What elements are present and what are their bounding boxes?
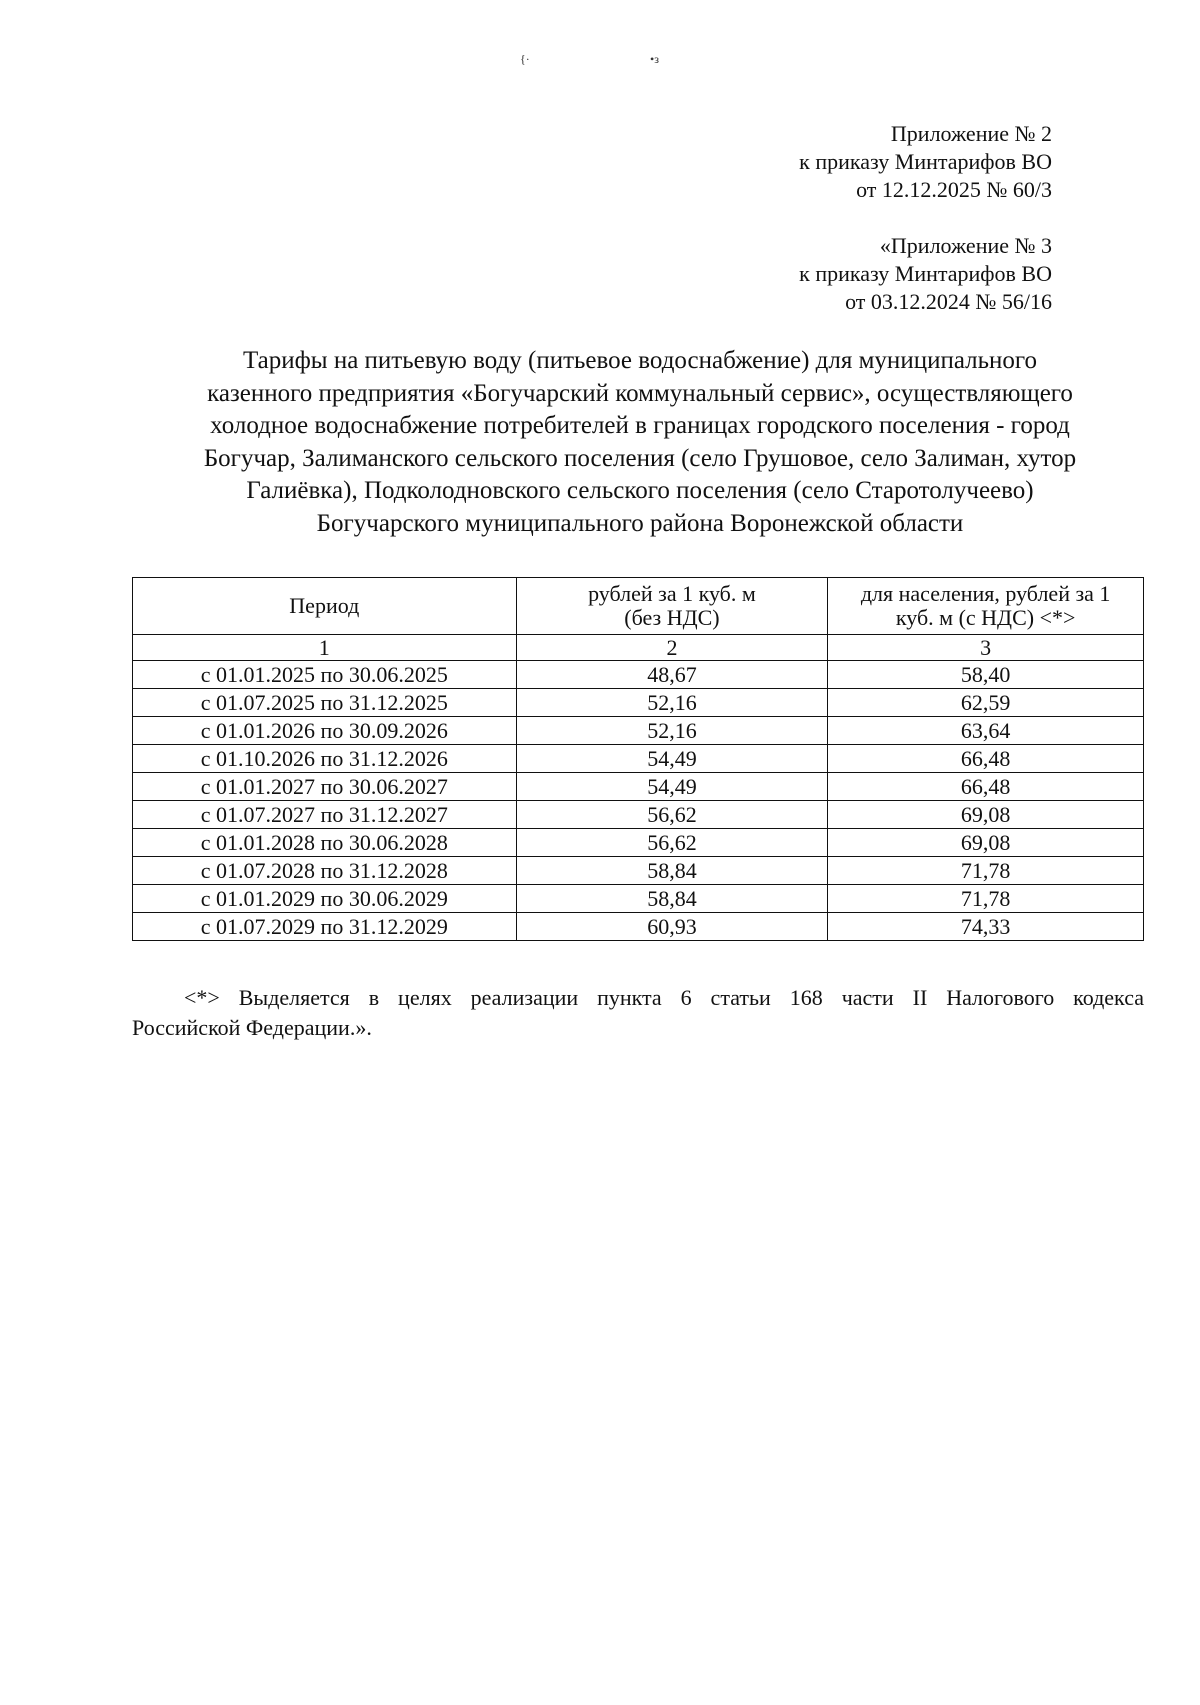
price-with-vat-cell: 69,08 bbox=[828, 829, 1144, 857]
period-cell: с 01.07.2028 по 31.12.2028 bbox=[133, 857, 517, 885]
table-row bbox=[133, 829, 1144, 857]
header-line: рублей за 1 куб. м bbox=[588, 581, 756, 606]
scan-mark: •з bbox=[650, 52, 659, 66]
title-line: казенного предприятия «Богучарский коммунальный сервис», осуществляющего bbox=[207, 379, 1073, 407]
price-no-vat-cell: 52,16 bbox=[516, 689, 828, 717]
period-cell: с 01.01.2027 по 30.06.2027 bbox=[133, 773, 517, 801]
title-line: холодное водоснабжение потребителей в границах городского поселения - город bbox=[210, 412, 1070, 439]
price-with-vat-cell: 62,59 bbox=[828, 689, 1144, 717]
table-row bbox=[133, 885, 1144, 913]
price-with-vat-cell: 66,48 bbox=[828, 745, 1144, 773]
price-no-vat-cell: 60,93 bbox=[516, 913, 828, 941]
title-line: Богучар, Залиманского сельского поселения (село Грушовое, село Залиман, хутор bbox=[203, 444, 1077, 472]
price-with-vat-cell: 71,78 bbox=[828, 885, 1144, 913]
price-no-vat-cell: 54,49 bbox=[516, 773, 828, 801]
table-row bbox=[133, 745, 1144, 773]
document-title bbox=[130, 345, 1150, 540]
column-number-row bbox=[133, 635, 1144, 661]
header-line: для населения, рублей за 1 bbox=[860, 581, 1111, 606]
table-row bbox=[133, 913, 1144, 941]
period-cell: с 01.01.2028 по 30.06.2028 bbox=[133, 829, 517, 857]
header-price-with-vat bbox=[828, 578, 1144, 635]
price-with-vat-cell: 69,08 bbox=[828, 801, 1144, 829]
column-number: 3 bbox=[828, 635, 1144, 661]
period-cell: с 01.07.2027 по 31.12.2027 bbox=[133, 801, 517, 829]
scan-mark: {· bbox=[520, 52, 530, 66]
period-cell: с 01.01.2025 по 30.06.2025 bbox=[133, 661, 517, 689]
appendix-order-ref: к приказу Минтарифов ВО bbox=[799, 149, 1052, 174]
header-line: куб. м (с НДС) <*> bbox=[895, 605, 1076, 630]
period-cell: с 01.01.2029 по 30.06.2029 bbox=[133, 885, 517, 913]
price-no-vat-cell: 56,62 bbox=[516, 829, 828, 857]
vat-footnote bbox=[132, 983, 1144, 1043]
footnote-line: <*> Выделяется в целях реализации пункта 6 статьи 168 части II Налогового кодекса bbox=[184, 985, 1144, 1010]
price-with-vat-cell: 74,33 bbox=[828, 913, 1144, 941]
table-row bbox=[133, 801, 1144, 829]
price-with-vat-cell: 58,40 bbox=[828, 661, 1144, 689]
appendix-new-reference bbox=[799, 120, 1052, 204]
period-cell: с 01.10.2026 по 31.12.2026 bbox=[133, 745, 517, 773]
appendix-number: «Приложение № 3 bbox=[879, 233, 1052, 258]
table-row bbox=[133, 773, 1144, 801]
price-no-vat-cell: 58,84 bbox=[516, 857, 828, 885]
header-period: Период bbox=[133, 578, 517, 635]
appendix-old-reference bbox=[799, 232, 1052, 316]
price-with-vat-cell: 63,64 bbox=[828, 717, 1144, 745]
table-header-row bbox=[133, 578, 1144, 635]
appendix-order-date: от 12.12.2025 № 60/3 bbox=[856, 177, 1052, 202]
table-row bbox=[133, 689, 1144, 717]
price-no-vat-cell: 56,62 bbox=[516, 801, 828, 829]
table-row bbox=[133, 661, 1144, 689]
appendix-order-date: от 03.12.2024 № 56/16 bbox=[845, 289, 1052, 314]
period-cell: с 01.07.2025 по 31.12.2025 bbox=[133, 689, 517, 717]
header-line: (без НДС) bbox=[624, 605, 720, 630]
column-number: 2 bbox=[516, 635, 828, 661]
appendix-order-ref: к приказу Минтарифов ВО bbox=[799, 261, 1052, 286]
price-no-vat-cell: 54,49 bbox=[516, 745, 828, 773]
table-row bbox=[133, 857, 1144, 885]
price-with-vat-cell: 66,48 bbox=[828, 773, 1144, 801]
period-cell: с 01.01.2026 по 30.09.2026 bbox=[133, 717, 517, 745]
table-row bbox=[133, 717, 1144, 745]
appendix-number: Приложение № 2 bbox=[890, 121, 1052, 146]
tariff-table bbox=[132, 577, 1144, 941]
price-no-vat-cell: 52,16 bbox=[516, 717, 828, 745]
title-line: Богучарского муниципального района Воронежской области bbox=[316, 509, 964, 537]
price-no-vat-cell: 48,67 bbox=[516, 661, 828, 689]
column-number: 1 bbox=[133, 635, 517, 661]
header-price-no-vat bbox=[516, 578, 828, 635]
title-line: Тарифы на питьевую воду (питьевое водоснабжение) для муниципального bbox=[242, 347, 1038, 374]
footnote-line: Российской Федерации.». bbox=[132, 1015, 372, 1040]
period-cell: с 01.07.2029 по 31.12.2029 bbox=[133, 913, 517, 941]
title-line: Галиёвка), Подколодновского сельского поселения (село Старотолучеево) bbox=[246, 477, 1034, 504]
price-with-vat-cell: 71,78 bbox=[828, 857, 1144, 885]
price-no-vat-cell: 58,84 bbox=[516, 885, 828, 913]
